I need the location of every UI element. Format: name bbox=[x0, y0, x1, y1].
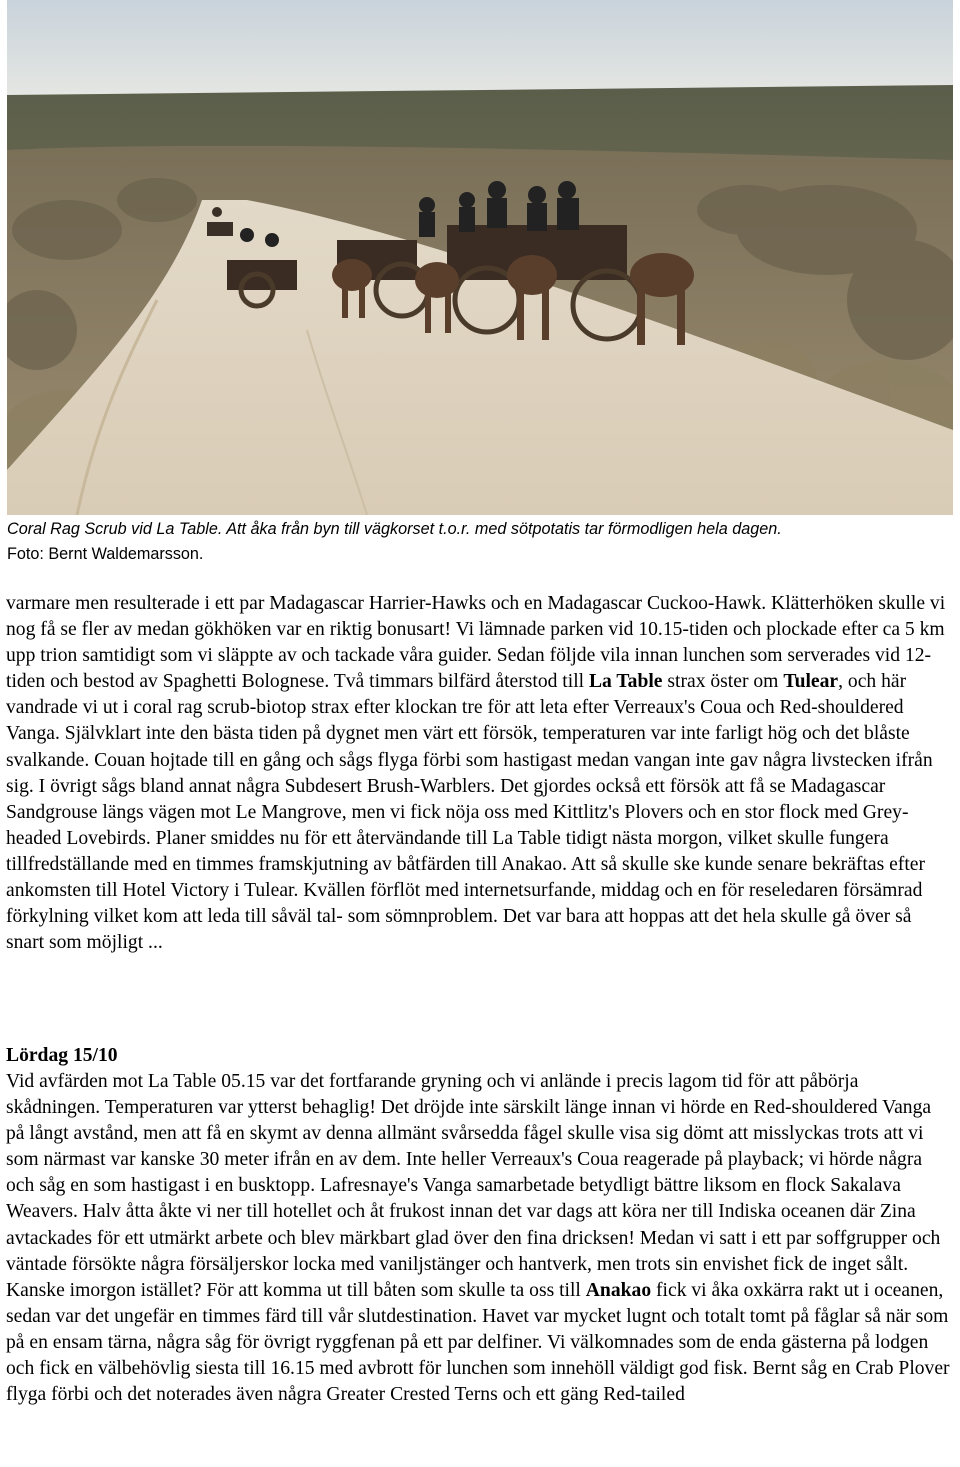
paragraph-1-text-a: varmare men resulterade i ett par Madagascar Harrier-Hawks och en Madagascar Cuckoo-Hawk. Klätterhöken skulle vi nog få se fler av medan gökhöken var en riktig bonusart! Vi lämnade parken vid 10.15-tiden och plockade efter ca 5 km upp trion samtidigt som vi släppte av och tackade våra guider. Sedan följde vila innan lunchen som serverades vid 12-tiden och bestod av Spaghetti Bolognese. Två timmars bilfärd återstod till bbox=[6, 593, 946, 693]
paragraph-2-text-a: Vid avfärden mot La Table 05.15 var det fortfarande gryning och vi anlände i precis lagom tid för att påbörja skådningen. Temperaturen var ytterst behaglig! Det dröjde inte särskilt länge innan vi hörde en Red-shouldered Vanga på långt avstånd, men att få en skymt av denna allmänt svårsedda fågel skulle visa sig dömt att misslyckas trots att vi som närmast var kanske 30 meter ifrån en av dem. Inte heller Verreaux's Coua reagerade på playback; vi hörde några och såg en som hastigast i en busktopp. Lafresnaye's Vanga samarbetade betydligt bättre liksom en flock Sakalava Weavers. Halv åtta åkte vi ner till hotellet och åt frukost innan det var dags att köra ner till Indiska oceanen där Zina avtackades för ett utmärkt arbete och blev märkbart glad över den fina dricksen! Medan vi satt i ett par soffgrupper och väntade försökte några försäljerskor locka med vaniljstänger och hantverk, men trots sin envishet fick de inget sålt. Kanske imorgon istället? För att komma ut till båten som skulle ta oss till bbox=[6, 1071, 941, 1301]
landscape-photo-ox-carts-icon bbox=[7, 0, 953, 515]
place-name-anakao: Anakao bbox=[585, 1279, 652, 1301]
section-heading: Lördag 15/10 bbox=[6, 1045, 118, 1066]
photo bbox=[7, 0, 953, 515]
caption-line-2: Foto: Bernt Waldemarsson. bbox=[7, 545, 204, 563]
paragraph-2-text-b: fick vi åka oxkärra rakt ut i oceanen, sedan var det ungefär en timmes färd till vår slutdestination. Havet var mycket lugnt och totalt tomt på fåglar så när som på en ensam tärna, några såg för övrigt ryggfenan på ett par delfiner. Vi välkomnades som de enda gästerna på lodgen och fick en välbehövlig siesta till 16.15 med avbrott för lunchen som innehöll väldigt god fisk. Bernt såg en Crab Plover flyga förbi och det noterades även några Greater Crested Terns och ett gäng Red-tailed bbox=[6, 1279, 950, 1406]
paragraph-2 bbox=[6, 1069, 952, 1408]
paragraph-1-text-c: , och här vandrade vi ut i coral rag scrub-biotop strax efter klockan tre för att leta efter Verreaux's Coua och Red-shouldered Vanga. Självklart inte den bästa tiden på dygnet men värt ett försök, temperaturen var inte farligt hög och det blåste svalkande. Couan hojtade till en gång och sågs flyga förbi som hastigast medan vangan inte gav några livstecken ifrån sig. I övrigt sågs bland annat några Subdesert Brush-Warblers. Det gjordes också ett försök att få se Madagascar Sandgrouse längs vägen mot Le Mangrove, men vi fick nöja oss med Kittlitz's Plovers och en stor flock med Grey-headed Lovebirds. Planer smiddes nu för ett återvändande till La Table tidigt nästa morgon, vilket skulle fungera tillfredställande med en timmes framskjutning av båtfärden till Anakao. Att så skulle ske kunde senare bekräftas efter ankomsten till Hotel Victory i Tulear. Kvällen förflöt med internetsurfande, middag och en för reseledaren försämrad förkylning vilket kom att leda till såväl tal- som sömnproblem. Det var bara att hoppas att det hela skulle gå över så snart som möjligt ... bbox=[6, 671, 933, 954]
place-name-la-table: La Table bbox=[588, 671, 663, 693]
photo-caption bbox=[7, 517, 953, 567]
place-name-tulear: Tulear bbox=[783, 671, 839, 693]
paragraph-1-text-b: strax öster om bbox=[662, 671, 784, 693]
caption-line-1: Coral Rag Scrub vid La Table. Att åka från byn till vägkorset t.o.r. med sötpotatis tar förmodligen hela dagen. bbox=[7, 520, 782, 538]
paragraph-1 bbox=[6, 591, 952, 956]
